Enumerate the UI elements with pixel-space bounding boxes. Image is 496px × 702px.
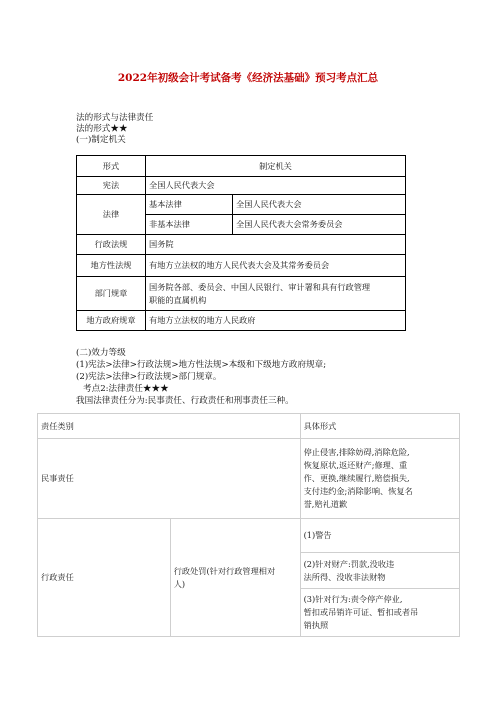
table-cell-form: 宪法 — [77, 177, 146, 195]
table-cell-form: 地方性法规 — [77, 255, 146, 277]
section2-line-1: (二)效力等级 — [76, 348, 126, 358]
section2-line-3: (2)宪法>法律>行政法规>部门规章。 — [76, 372, 222, 382]
table-cell-form: 地方政府规章 — [77, 311, 146, 331]
table-header-forms: 具体形式 — [300, 414, 459, 439]
intro-line-2: 法的形式★★ — [76, 124, 128, 134]
penalty-line: 人) — [173, 578, 186, 589]
table-cell-civil-label: 民事责任 — [38, 439, 301, 519]
civil-line: 停止侵害,排除妨碍,消除危险, — [303, 447, 410, 457]
table-cell-law-kind: 基本法律 — [146, 195, 233, 215]
civil-line: 誉,赔礼道歉 — [303, 499, 348, 509]
penalty-form-line: 法所得、没收非法财物 — [303, 571, 386, 582]
table-cell-conduct-penalty — [300, 589, 459, 637]
table-cell-organ: 全国人民代表大会 — [233, 195, 406, 215]
intro-line-1: 法的形式与法律责任 — [76, 113, 154, 123]
table-cell-admin-label: 行政责任 — [38, 519, 171, 637]
section2-line-4: 考点2:法律责任★★★ — [83, 384, 169, 394]
section2-line-5: 我国法律责任分为:民事责任、行政责任和刑事责任三种。 — [76, 396, 294, 406]
table-cell-property-penalty — [300, 553, 459, 589]
civil-line: 支付违约金;消除影响、恢复名 — [303, 486, 413, 496]
table-header-category: 责任类别 — [38, 414, 301, 439]
civil-line: 恢复原状,返还财产;修理、重 — [303, 460, 408, 470]
organ-line-2: 职能的直属机构 — [149, 294, 207, 305]
penalty-form-line: 暂扣或吊销许可证、暂扣或者吊 — [303, 607, 419, 617]
document-title: 2022年初级会计考试备考《经济法基础》预习考点汇总 — [117, 72, 379, 84]
table-cell-organ: 有地方立法权的地方人民代表大会及其常务委员会 — [146, 255, 406, 277]
civil-line: 作、更换,继续履行,赔偿损失, — [303, 473, 410, 483]
table-cell-warning: (1)警告 — [300, 519, 459, 553]
penalty-form-line: (3)针对行为:责令停产停业, — [303, 594, 403, 604]
table-header-organ: 制定机关 — [146, 156, 406, 177]
table-cell-organ — [146, 277, 406, 311]
penalty-form-line: 销执照 — [303, 620, 329, 630]
table-cell-organ: 全国人民代表大会常务委员会 — [233, 215, 406, 235]
table-cell-admin-penalty — [170, 519, 300, 637]
penalty-line: 行政处罚(针对行政管理相对 — [173, 565, 276, 576]
penalty-form-line: (2)针对财产:罚款,没收违 — [303, 558, 395, 569]
table-cell-law-kind: 非基本法律 — [146, 215, 233, 235]
table-cell-organ: 全国人民代表大会 — [146, 177, 406, 195]
table-cell-form: 行政法规 — [77, 235, 146, 255]
lawmaking-organs-table — [76, 155, 406, 331]
table-cell-organ: 国务院 — [146, 235, 406, 255]
intro-line-3: (一)制定机关 — [76, 135, 126, 145]
section2-line-2: (1)宪法>法律>行政法规>地方性法规>本级和下级地方政府规章; — [76, 360, 327, 370]
table-cell-civil-forms — [300, 439, 459, 519]
legal-liability-table — [37, 413, 460, 637]
table-header-form: 形式 — [77, 156, 146, 177]
table-cell-form: 部门规章 — [77, 277, 146, 311]
table-cell-form: 法律 — [77, 195, 146, 235]
table-cell-organ: 有地方立法权的地方人民政府 — [146, 311, 406, 331]
organ-line-1: 国务院各部、委员会、中国人民银行、审计署和具有行政管理 — [149, 281, 371, 292]
